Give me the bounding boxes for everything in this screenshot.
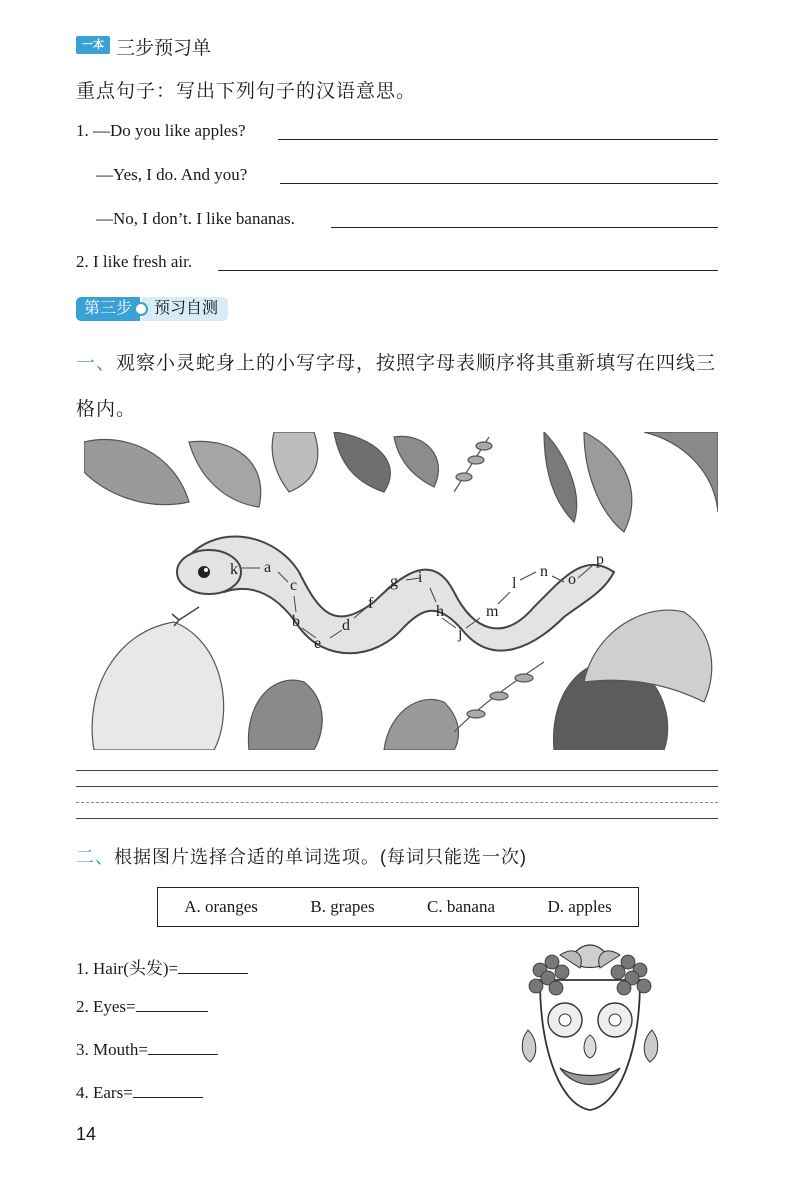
snake-letter-c: c (290, 577, 298, 594)
question-3 (76, 1040, 218, 1060)
step-tag (76, 296, 228, 322)
section1-line1: 观察小灵蛇身上的小写字母，按照字母表顺序将其重新填写在四线三 (116, 353, 717, 374)
answer-blank-2[interactable] (136, 1011, 208, 1012)
header-title: 三步预习单 (116, 38, 212, 59)
step-dot (134, 302, 148, 316)
answer-line-2[interactable] (218, 270, 718, 271)
page-number: 14 (76, 1124, 97, 1144)
answer-blank-4[interactable] (133, 1097, 203, 1098)
section2-num: 二、 (76, 847, 114, 867)
snake-letter-i: i (418, 569, 423, 586)
options-box (157, 887, 639, 927)
four-line-4[interactable] (76, 818, 718, 819)
question-2-label: 2. Eyes= (76, 997, 136, 1016)
question-4 (76, 1083, 203, 1103)
question-4-label: 4. Ears= (76, 1083, 133, 1102)
four-line-1[interactable] (76, 770, 718, 771)
key-sentences-instruction: 重点句子：写出下列句子的汉语意思。 (76, 81, 417, 102)
sentence-1b: —Yes, I do. And you? (96, 165, 248, 184)
section2-instruction: 根据图片选择合适的单词选项。(每词只能选一次) (114, 847, 527, 867)
snake-letter-a: a (264, 559, 272, 576)
four-line-3[interactable] (76, 802, 718, 803)
fruit-face-illustration (520, 940, 660, 1120)
section1-num: 一、 (76, 353, 117, 374)
question-1-label: 1. Hair(头发)= (76, 959, 179, 978)
question-2 (76, 997, 208, 1017)
option-a: A. oranges (184, 897, 258, 916)
answer-line-1a[interactable] (278, 139, 718, 140)
step-title: 预习自测 (142, 297, 228, 321)
answer-blank-1[interactable] (178, 973, 248, 974)
answer-line-1c[interactable] (331, 227, 718, 228)
answer-line-1b[interactable] (280, 183, 718, 184)
sentence-1a: 1. —Do you like apples? (76, 121, 246, 140)
step-label: 第三步 (76, 297, 140, 321)
question-1 (76, 954, 248, 979)
option-b: B. grapes (310, 897, 375, 916)
sentence-2: 2. I like fresh air. (76, 252, 193, 271)
section1-line2: 格内。 (76, 399, 137, 420)
question-3-label: 3. Mouth= (76, 1040, 148, 1059)
snake-letter-f: f (368, 595, 374, 612)
snake-letter-n: n (540, 563, 548, 580)
snake-letter-o: o (568, 571, 576, 588)
four-line-2[interactable] (76, 786, 718, 787)
section1-text (76, 348, 716, 375)
snake-letter-g: g (390, 573, 398, 590)
snake-letter-d: d (342, 617, 350, 634)
option-d: D. apples (547, 897, 612, 916)
snake-illustration (84, 432, 718, 750)
sentence-1c: —No, I don’t. I like bananas. (96, 209, 295, 228)
snake-letter-k: k (230, 561, 238, 578)
snake-letter-m: m (486, 603, 499, 620)
answer-blank-3[interactable] (148, 1054, 218, 1055)
snake-letter-p: p (596, 551, 604, 568)
snake-letter-j: j (458, 625, 463, 642)
snake-letter-b: b (292, 613, 300, 630)
snake-letter-e: e (314, 635, 322, 652)
option-c: C. banana (427, 897, 496, 916)
section2-text (76, 843, 527, 869)
snake-letter-h: h (436, 603, 444, 620)
snake-letter-l: l (512, 575, 517, 592)
header-badge: 一本 (76, 36, 110, 54)
